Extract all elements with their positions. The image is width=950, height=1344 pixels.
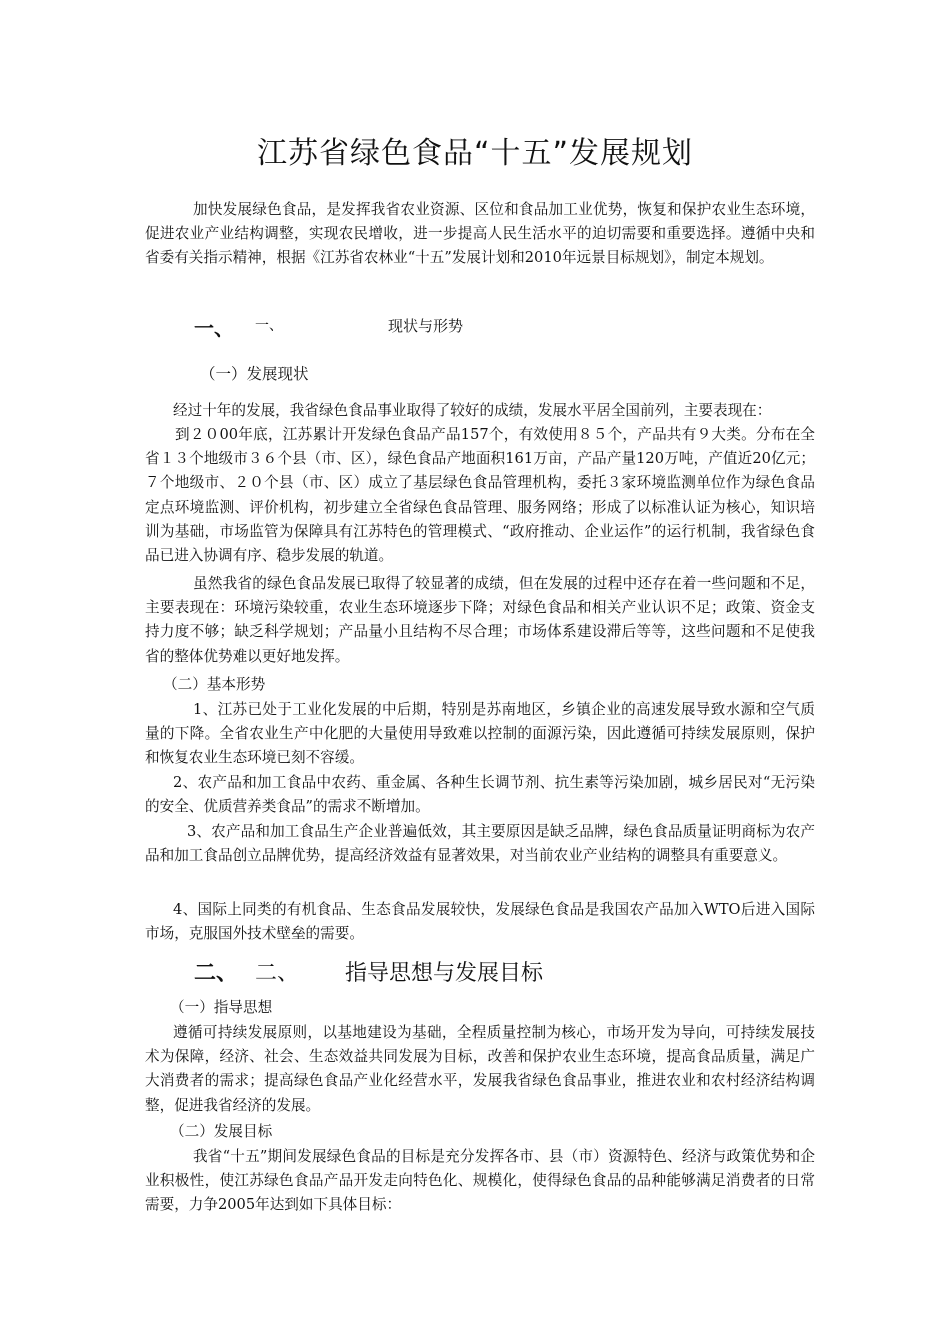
section-2-sub-2-paragraph-1: 我省“十五”期间发展绿色食品的目标是充分发挥各市、县（市）资源特色、经济与政策优势和企业积极性，使江苏绿色食品产品开发走向特色化、规模化，使得绿色食品的品种能够满足消费者的日常需要，力争2005年达到如下具体目标： xyxy=(145,1148,815,1214)
section-1-number: 一、 xyxy=(194,316,234,340)
section-1-sub-2-paragraph-4: 4、国际上同类的有机食品、生态食品发展较快，发展绿色食品是我国农产品加入WTO后进入国际市场，克服国外技术壁垒的需要。 xyxy=(145,901,815,943)
section-2-title: 指导思想与发展目标 xyxy=(345,961,544,986)
section-1-sub-2-paragraph-1: 1、江苏已处于工业化发展的中后期，特别是苏南地区，乡镇企业的高速发展导致水源和空气质量的下降。全省农业生产中化肥的大量使用导致难以控制的面源污染，因此遵循可持续发展原则，保护和恢复农业生态环境已刻不容缓。 xyxy=(145,701,815,767)
section-2-sub-1-paragraph-1: 遵循可持续发展原则，以基地建设为基础，全程质量控制为核心，市场开发为导向，可持续发展技术为保障，经济、社会、生态效益共同发展为目标，改善和保护农业生态环境，提高食品质量，满足广大消费者的需求；提高绿色食品产业化经营水平，发展我省绿色食品事业，推进农业和农村经济结构调整，促进我省经济的发展。 xyxy=(145,1024,815,1114)
section-2-number-alt: 二、 xyxy=(255,961,300,986)
section-1-number-alt: 一、 xyxy=(255,318,283,334)
section-1-sub-2-heading: （二）基本形势 xyxy=(163,676,266,693)
section-1-sub-1-paragraph-2: 到２０00年底，江苏累计开发绿色食品产品157个，有效使用８５个，产品共有９大类。分布在全省１３个地级市３６个县（市、区），绿色食品产地面积161万亩，产品产量120万吨，产值近20亿元；７个地级市、２０个县（市、区）成立了基层绿色食品管理机构，委托３家环境监测单位作为绿色食品定点环境监测、评价机构，初步建立全省绿色食品管理、服务网络；形成了以标准认证为核心，知识培训为基础，市场监管为保障具有江苏特色的管理模式、“政府推动、企业运作”的运行机制，我省绿色食品已进入协调有序、稳步发展的轨道。 xyxy=(145,426,815,565)
section-1-sub-1-paragraph-3: 虽然我省的绿色食品发展已取得了较显著的成绩，但在发展的过程中还存在着一些问题和不足，主要表现在：环境污染较重，农业生态环境逐步下降；对绿色食品和相关产业认识不足；政策、资金支持力度不够；缺乏科学规划；产品量小且结构不尽合理；市场体系建设滞后等等，这些问题和不足使我省的整体优势难以更好地发挥。 xyxy=(145,575,815,665)
intro-paragraph: 加快发展绿色食品，是发挥我省农业资源、区位和食品加工业优势，恢复和保护农业生态环境，促进农业产业结构调整，实现农民增收，进一步提高人民生活水平的迫切需要和重要选择。遵循中央和省委有关指示精神，根据《江苏省农林业“十五”发展计划和2010年远景目标规划》，制定本规划。 xyxy=(145,201,815,267)
document-title: 江苏省绿色食品“十五”发展规划 xyxy=(256,136,694,171)
section-1-sub-1-heading: （一）发展现状 xyxy=(200,365,309,383)
section-1-sub-2-paragraph-3: 3、农产品和加工食品生产企业普遍低效，其主要原因是缺乏品牌，绿色食品质量证明商标为农产品和加工食品创立品牌优势，提高经济效益有显著效果，对当前农业产业结构的调整具有重要意义。 xyxy=(145,823,815,865)
section-2-sub-1-heading: （一）指导思想 xyxy=(170,999,273,1016)
section-1-title: 现状与形势 xyxy=(388,317,464,335)
section-2-sub-2-heading: （二）发展目标 xyxy=(170,1123,273,1140)
section-1-sub-1-paragraph-1: 经过十年的发展，我省绿色食品事业取得了较好的成绩，发展水平居全国前列，主要表现在： xyxy=(173,402,772,419)
section-2-number: 二、 xyxy=(194,961,239,986)
section-1-sub-2-paragraph-2: 2、农产品和加工食品中农药、重金属、各种生长调节剂、抗生素等污染加剧，城乡居民对“无污染的安全、优质营养类食品”的需求不断增加。 xyxy=(145,774,815,816)
